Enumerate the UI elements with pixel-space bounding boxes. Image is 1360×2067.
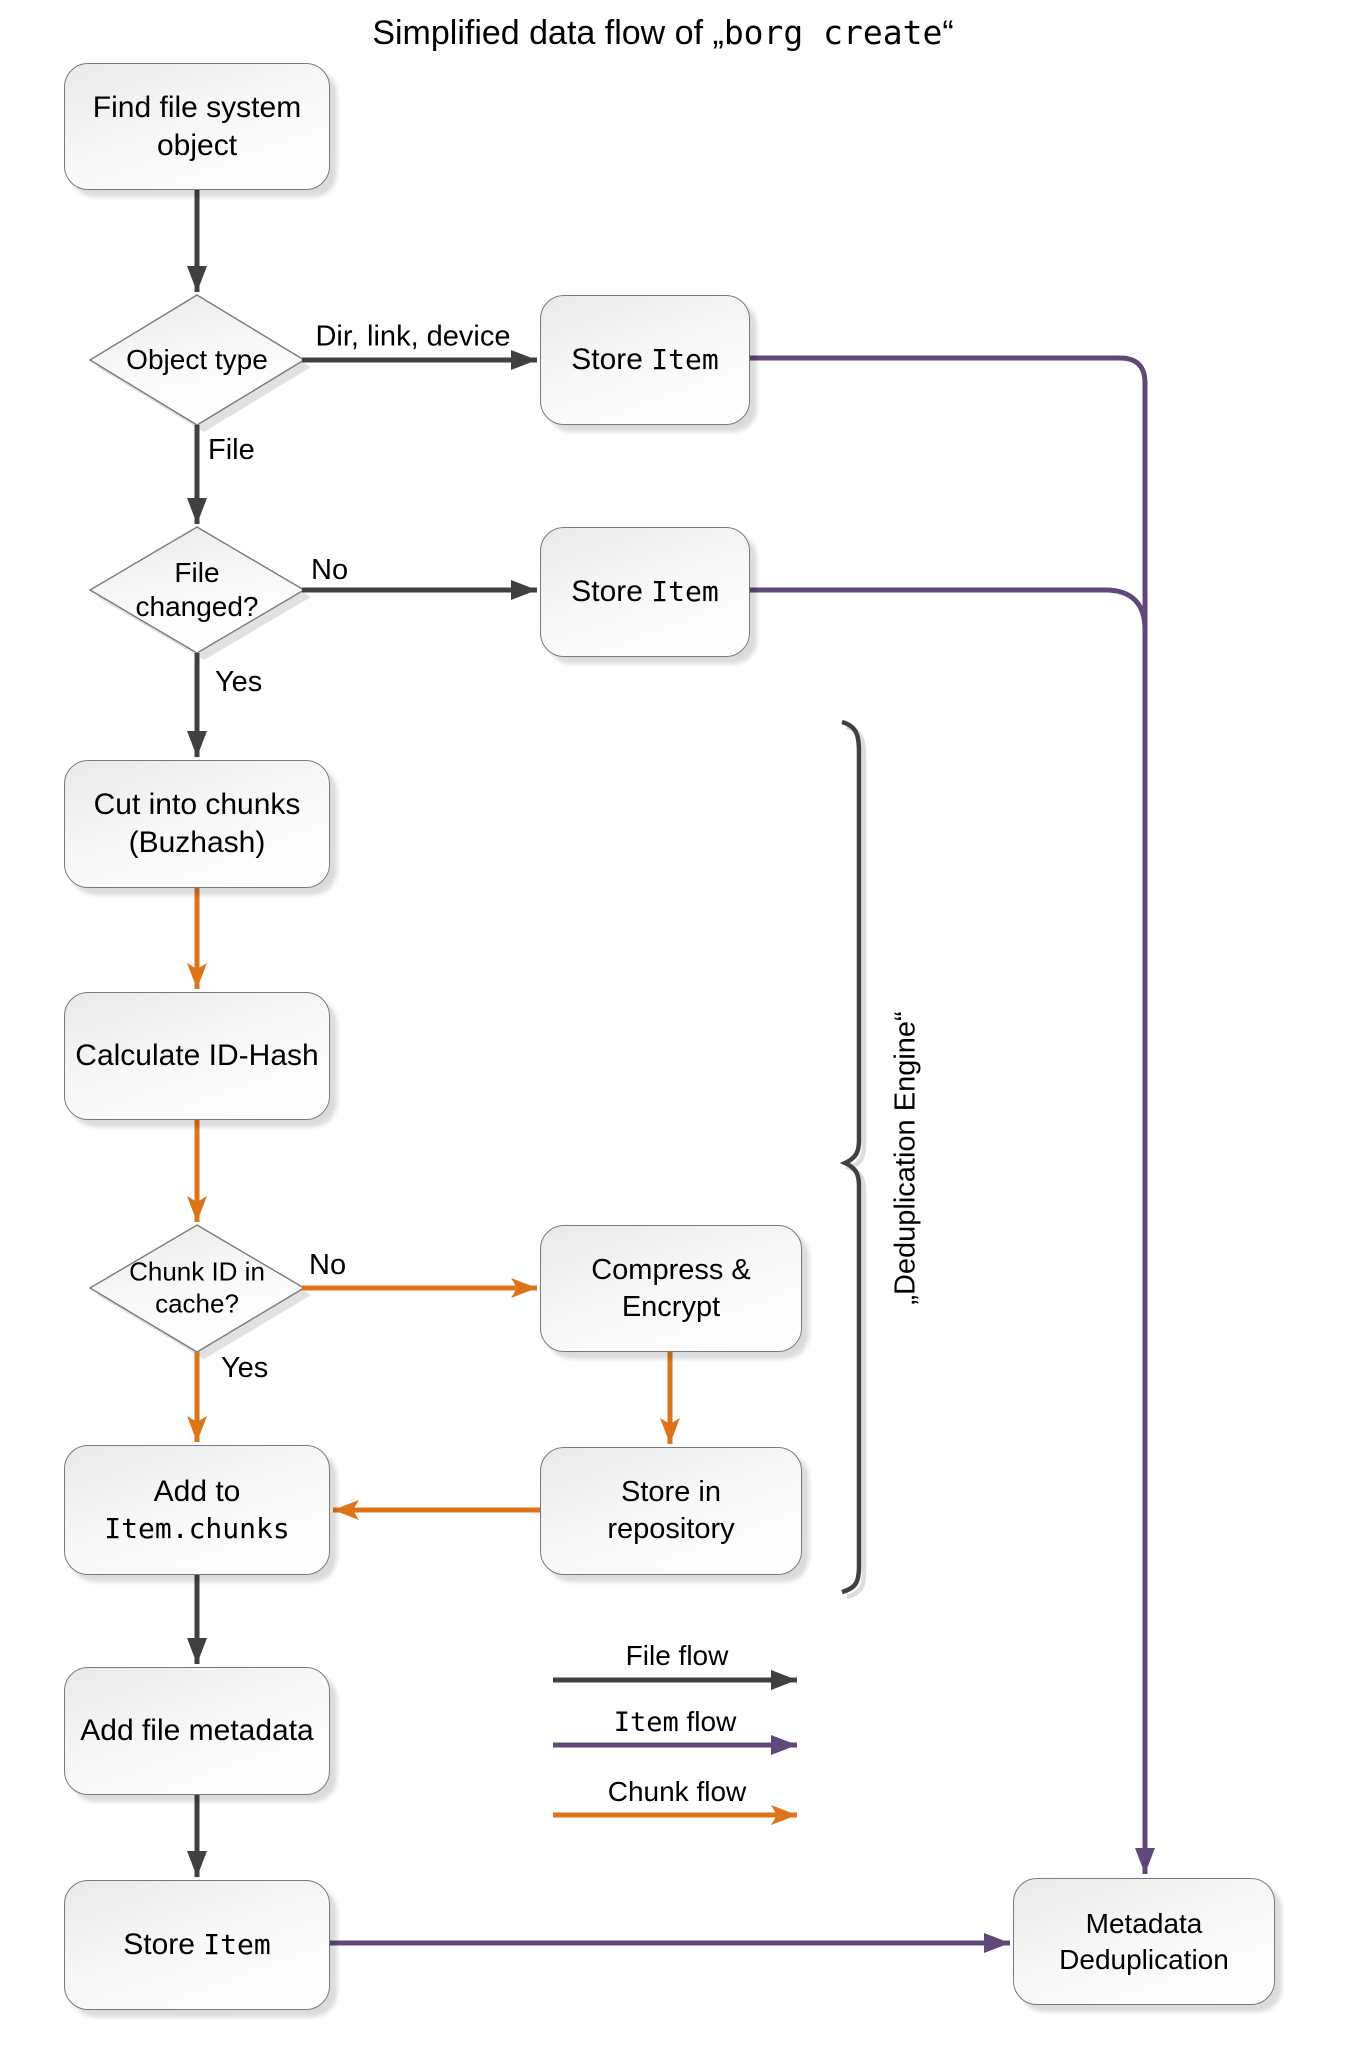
diamond-label-line: Chunk ID in xyxy=(129,1256,265,1287)
node-label: Deduplication xyxy=(1059,1943,1229,1975)
node-label: Encrypt xyxy=(621,1290,721,1323)
edge-label-dir-link-device: Dir, link, device xyxy=(315,320,511,353)
edge-label-yes-chunk: Yes xyxy=(221,1352,269,1384)
edge-label-no-top: No xyxy=(311,554,349,586)
node-label: Store in xyxy=(621,1476,721,1509)
node-add-to-item-chunks xyxy=(64,1445,330,1575)
edge-label-no-chunk: No xyxy=(309,1249,347,1281)
dedup-engine-brace xyxy=(842,722,864,1597)
node-label xyxy=(123,1926,270,1964)
edge-storeitem-top-to-metadatadedup xyxy=(750,358,1145,1874)
node-label-text: Store xyxy=(571,575,652,609)
object-type-diamond-label: Object type xyxy=(126,343,268,375)
node-calculate-id-hash xyxy=(64,992,330,1120)
edge-label-file: File xyxy=(208,434,255,466)
node-label: Find file system xyxy=(92,90,302,124)
legend-item-flow-code: Item xyxy=(613,1707,679,1738)
node-label-code: Item.chunks xyxy=(104,1512,290,1546)
node-label xyxy=(571,341,718,379)
page-title xyxy=(372,13,953,53)
chunk-id-in-cache-diamond-label xyxy=(129,1256,265,1319)
file-changed-diamond-label xyxy=(135,556,258,624)
legend-file-flow-label: File flow xyxy=(625,1640,729,1671)
node-label: (Buzhash) xyxy=(128,826,266,859)
node-label: object xyxy=(156,128,238,162)
edge-label-yes-top: Yes xyxy=(215,666,263,698)
node-label-text: Store xyxy=(571,343,652,377)
node-metadata-deduplication xyxy=(1013,1878,1275,2005)
node-cut-into-chunks xyxy=(64,760,330,888)
node-compress-encrypt xyxy=(540,1225,802,1352)
title-code-text: borg create xyxy=(723,13,943,52)
node-store-in-repository xyxy=(540,1447,802,1575)
node-add-file-metadata xyxy=(64,1667,330,1795)
diamond-label-line: cache? xyxy=(155,1288,239,1318)
node-label: Add to xyxy=(153,1475,241,1509)
brace-line xyxy=(842,722,859,1592)
diamond-label-line: File xyxy=(174,556,220,588)
node-store-item-top xyxy=(540,295,750,425)
node-label: Metadata xyxy=(1085,1908,1203,1940)
dedup-engine-brace-label: „Deduplication Engine“ xyxy=(889,1011,922,1305)
node-label: Compress & xyxy=(591,1253,751,1286)
node-label: repository xyxy=(607,1513,735,1545)
edge-storeitem-mid-join xyxy=(750,590,1145,630)
diamond-label-line: changed? xyxy=(135,591,259,622)
node-label-text: Store xyxy=(123,1928,204,1962)
legend-chunk-flow-label: Chunk flow xyxy=(607,1776,747,1807)
node-label: Add file metadata xyxy=(80,1714,314,1748)
node-label: Calculate ID-Hash xyxy=(75,1039,319,1073)
legend-item-flow-label xyxy=(614,1706,737,1738)
node-store-item-bottom xyxy=(64,1880,330,2010)
node-label-code: Item xyxy=(203,1928,271,1962)
node-label xyxy=(571,573,718,611)
node-label: Cut into chunks xyxy=(93,788,301,822)
title-suffix: “ xyxy=(942,14,954,52)
node-find-file-system-object xyxy=(64,63,330,190)
legend-item-flow-rest: flow xyxy=(678,1706,737,1737)
node-label-code: Item xyxy=(651,343,719,377)
node-label-code: Item xyxy=(651,575,719,609)
node-store-item-mid xyxy=(540,527,750,657)
title-text: Simplified data flow of „ xyxy=(372,14,724,52)
